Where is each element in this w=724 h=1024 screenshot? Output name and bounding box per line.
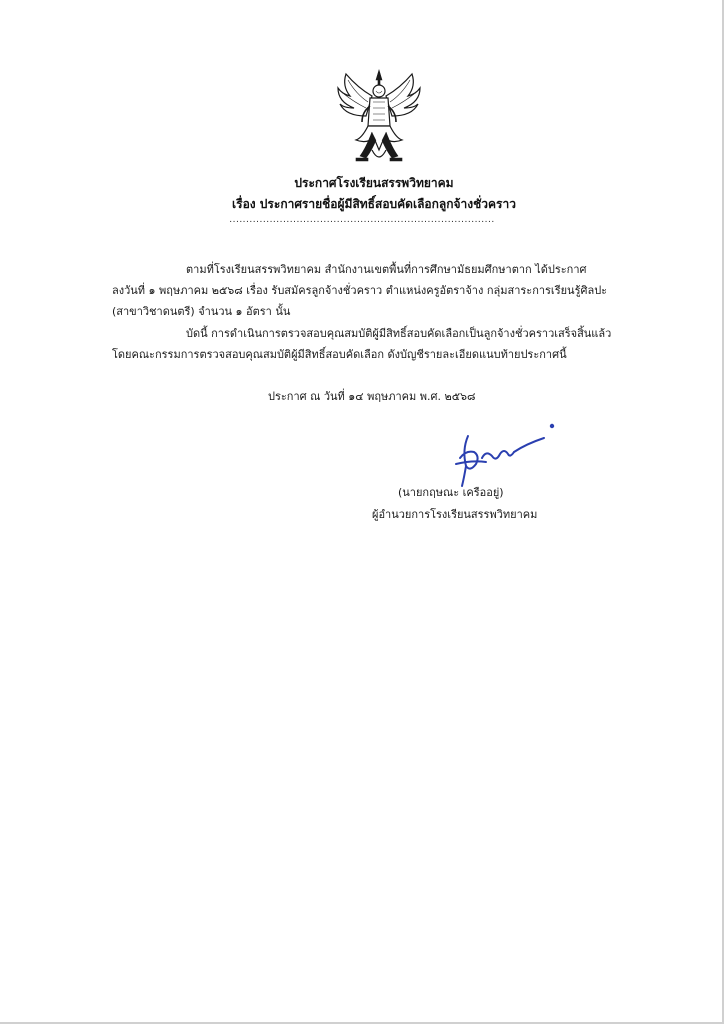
paragraph-2-line-1: บัดนี้ การดำเนินการตรวจสอบคุณสมบัติผู้มีสิทธิ์สอบคัดเลือกเป็นลูกจ้างชั่วคราวเสร็จสิ้นแล้ว	[186, 327, 612, 340]
paragraph-1-line-1: ตามที่โรงเรียนสรรพวิทยาคม สำนักงานเขตพื้นที่การศึกษามัธยมศึกษาตาก ได้ประกาศ	[186, 263, 587, 276]
paragraph-1-line-2: ลงวันที่ ๑ พฤษภาคม ๒๕๖๘ เรื่อง รับสมัครลูกจ้างชั่วคราว ตำแหน่งครูอัตราจ้าง กลุ่มสาระการเรียนรู้ศิลปะ	[112, 284, 608, 297]
dotted-divider: ...............................................................................	[229, 215, 495, 225]
announcement-subject: เรื่อง ประกาศรายชื่อผู้มีสิทธิ์สอบคัดเลือกลูกจ้างชั่วคราว	[232, 197, 516, 211]
paragraph-1-line-3: (สาขาวิชาดนตรี) จำนวน ๑ อัตรา นั้น	[112, 305, 291, 318]
handwritten-signature	[452, 420, 556, 490]
signer-name: (นายกฤษณะ เครืออยู่)	[398, 486, 504, 499]
garuda-emblem	[332, 66, 426, 166]
announcement-date: ประกาศ ณ วันที่ ๑๔ พฤษภาคม พ.ศ. ๒๕๖๘	[268, 390, 476, 403]
paragraph-2-line-2: โดยคณะกรรมการตรวจสอบคุณสมบัติผู้มีสิทธิ์สอบคัดเลือก ดังบัญชีรายละเอียดแนบท้ายประกาศนี้	[112, 348, 567, 361]
signer-position: ผู้อำนวยการโรงเรียนสรรพวิทยาคม	[372, 508, 538, 521]
announcement-title: ประกาศโรงเรียนสรรพวิทยาคม	[294, 176, 454, 190]
